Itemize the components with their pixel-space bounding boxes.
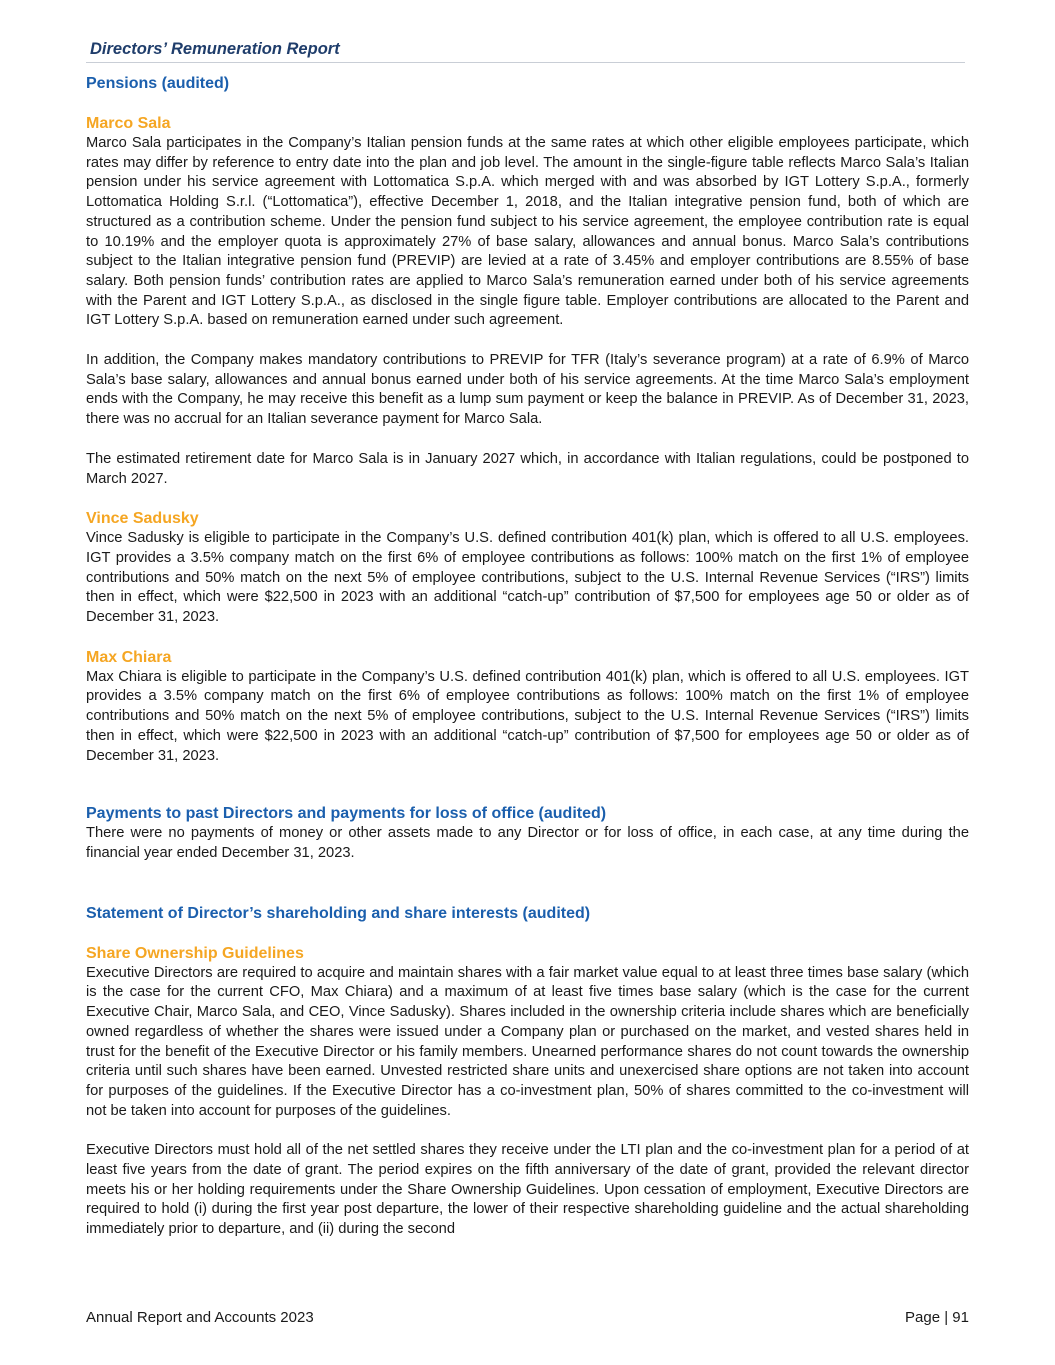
past-directors-heading: Payments to past Directors and payments for loss of office (audited) — [86, 805, 607, 823]
share-ownership-guidelines-heading: Share Ownership Guidelines — [86, 944, 304, 962]
marco-sala-paragraph-1: Marco Sala participates in the Company’s Italian pension funds at the same rates at which other eligible employees participate, which rates may differ by reference to entry date into the plan and job level. The amount in the single-figure table reflects Marco Sala’s Italian pension under his service agreement with Lottomatica S.p.A. which merged with and was absorbed by IGT Lottery S.p.A., formerly Lottomatica Holding S.r.l. (“Lottomatica”), effective December 1, 2018, and the Italian integrative pension fund, both of which are structured as a contribution scheme. Under the pension fund subject to his service agreement, the employee contribution rate is equal to 10.19% and the employer quota is approximately 27% of base salary, allowances and annual bonus. Marco Sala’s contributions subject to the Italian integrative pension fund (PREVIP) are levied at a rate of 3.45% and employer contributions are 8.55% of base salary. Both pension funds’ contribution rates are applied to Marco Sala’s remuneration earned under both of his service agreements with the Parent and IGT Lottery S.p.A., as disclosed in the single figure table. Employer contributions are allocated to the Parent and IGT Lottery S.p.A. based on remuneration earned under such agreement. — [86, 135, 969, 329]
header-title: Directors’ Remuneration Report — [90, 40, 340, 58]
footer-page-number: Page | 91 — [905, 1309, 969, 1326]
pensions-heading: Pensions (audited) — [86, 75, 230, 92]
page-content — [86, 74, 969, 1240]
vince-sadusky-paragraph: Vince Sadusky is eligible to participate in the Company’s U.S. defined contribution 401(k) plan, which is offered to all U.S. employees. IGT provides a 3.5% company match on the first 6% of employee contributions as follows: 100% match on the first 1% of employee contributions and 50% match on the next 5% of employee contributions, subject to the U.S. Internal Revenue Services (“IRS”) limits then in effect, which were $22,500 in 2023 with an additional “catch-up” contribution of $7,500 for employees age 50 or older as of December 31, 2023. — [86, 530, 969, 626]
max-chiara-paragraph: Max Chiara is eligible to participate in the Company’s U.S. defined contribution 401(k) plan, which is offered to all U.S. employees. IGT provides a 3.5% company match on the first 6% of employee contributions as follows: 100% match on the first 1% of employee contributions and 50% match on the next 5% of employee contributions, subject to the U.S. Internal Revenue Services (“IRS”) limits then in effect, which were $22,500 in 2023 with an additional “catch-up” contribution of $7,500 for employees age 50 or older as of December 31, 2023. — [86, 668, 969, 764]
max-chiara-heading: Max Chiara — [86, 648, 172, 666]
marco-sala-heading: Marco Sala — [86, 115, 171, 132]
running-header — [86, 40, 965, 63]
marco-sala-paragraph-3: The estimated retirement date for Marco Sala is in January 2027 which, in accordance with Italian regulations, could be postponed to March 2027. — [86, 450, 969, 487]
vince-sadusky-heading: Vince Sadusky — [86, 510, 199, 528]
shareholding-heading: Statement of Director’s shareholding and share interests (audited) — [86, 904, 591, 922]
share-ownership-paragraph-2: Executive Directors must hold all of the net settled shares they receive under the LTI plan and the co-investment plan for a period of at least five years from the date of grant. The period expires on the fifth anniversary of the date of grant, provided the relevant director meets his or her holding requirements under the Share Ownership Guidelines. Upon cessation of employment, Executive Directors are required to hold (i) during the first year post departure, the lower of their respective shareholding guideline and the actual shareholding immediately prior to departure, and (ii) during the second — [86, 1142, 969, 1238]
share-ownership-paragraph-1: Executive Directors are required to acquire and maintain shares with a fair market value equal to at least three times base salary (which is the case for the current CFO, Max Chiara) and a maximum of at least five times base salary (which is the case for the current Executive Chair, Marco Sala, and CEO, Vince Sadusky). Shares included in the ownership criteria include shares which are beneficially owned regardless of whether the shares were issued under a Company plan or purchased on the market, and vested shares held in trust for the benefit of the Executive Director or his family members. Unearned performance shares do not count towards the ownership criteria until such shares have been earned. Unvested restricted share units and unexercised share options are not taken into account for purposes of the guidelines. If the Executive Director has a co-investment plan, 50% of shares committed to the co-investment will not be taken into account for purposes of the guidelines. — [86, 964, 969, 1119]
footer-report-title: Annual Report and Accounts 2023 — [86, 1309, 314, 1326]
past-directors-paragraph: There were no payments of money or other assets made to any Director or for loss of office, in each case, at any time during the financial year ended December 31, 2023. — [86, 825, 969, 861]
page-footer — [86, 1308, 969, 1328]
marco-sala-paragraph-2: In addition, the Company makes mandatory contributions to PREVIP for TFR (Italy’s severance program) at a rate of 6.9% of Marco Sala’s base salary, allowances and annual bonus earned under both of his service agreements. At the time Marco Sala’s employment ends with the Company, he may receive this benefit as a lump sum payment or keep the balance in PREVIP. As of December 31, 2023, there was no accrual for an Italian severance payment for Marco Sala. — [86, 352, 969, 428]
